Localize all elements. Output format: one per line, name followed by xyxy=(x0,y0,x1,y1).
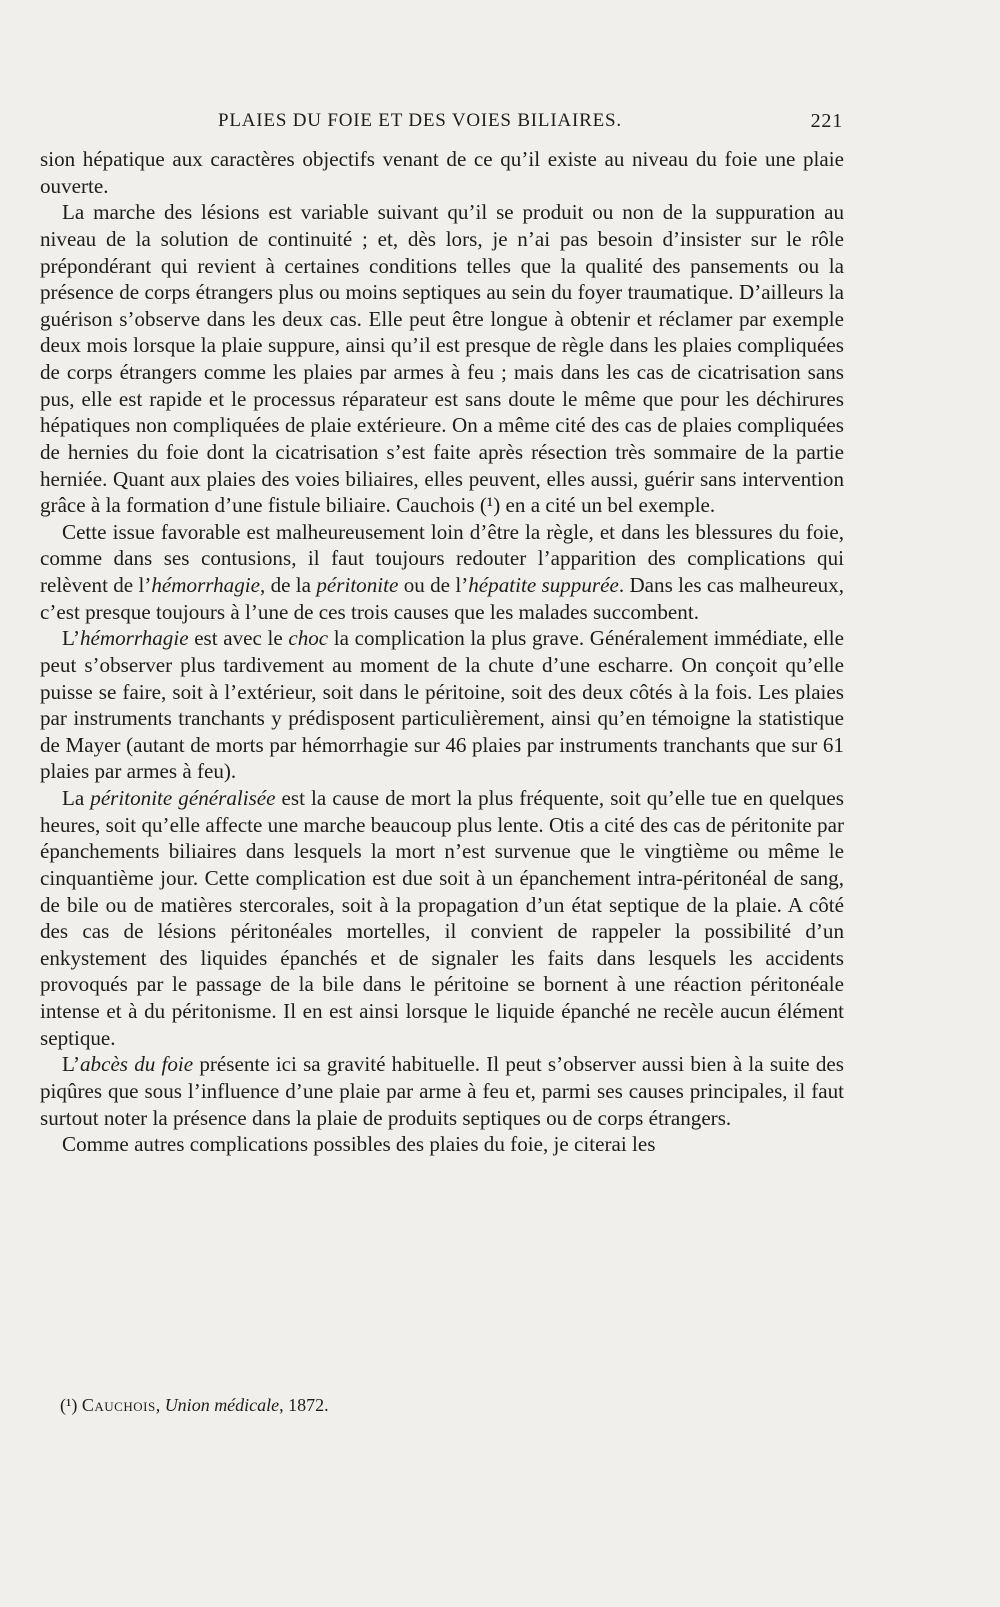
paragraph: Cette issue favorable est malheureusement loin d’être la règle, et dans les blessures du foie, comme dans ses contusions, il faut toujours redouter l’apparition des complications qui relèvent de l’hémorrhagie, de la péritonite ou de l’hépatite suppurée. Dans les cas malheureux, c’est presque toujours à l’une de ces trois causes que les malades succombent. xyxy=(40,519,844,624)
footnote: (¹) Cauchois, Union médicale, 1872. xyxy=(60,1395,329,1415)
paragraph: Comme autres complications possibles des plaies du foie, je citerai les xyxy=(62,1132,656,1157)
paragraph: La péritonite généralisée est la cause de mort la plus fréquente, soit qu’elle tue en quelques heures, soit qu’elle affecte une marche beaucoup plus lente. Otis a cité des cas de péritonite par épanchements biliaires dans lesquels la mort n’est survenue que le vingtième ou même le cinquantième jour. Cette complication est due soit à un épanchement intra-péritonéal de sang, de bile ou de matières stercorales, soit à la propagation d’un état septique de la plaie. A côté des cas de lésions péritonéales mortelles, il convient de rappeler la possibilité d’un enkystement des liquides épanchés et de signaler les faits dans lesquels les accidents provoqués par le passage de la bile dans le péritoine se bornent à une réaction péritonéale intense et à du péritonisme. Il en est ainsi lorsque le liquide épanché ne recèle aucun élément septique. xyxy=(40,786,844,1050)
running-title: PLAIES DU FOIE ET DES VOIES BILIAIRES. xyxy=(218,110,622,131)
body-text xyxy=(40,146,844,1158)
footnote-author: Cauchois xyxy=(81,1395,156,1415)
paragraph: sion hépatique aux caractères objectifs venant de ce qu’il existe au niveau du foie une plaie ouverte. xyxy=(40,147,844,198)
footnote-journal: Union médicale xyxy=(164,1395,280,1415)
paragraph: La marche des lésions est variable suivant qu’il se produit ou non de la suppuration au niveau de la solution de continuité ; et, dès lors, je n’ai pas besoin d’insister sur le rôle prépondérant qui revient à certaines conditions telles que la qualité des pansements ou la présence de corps étrangers plus ou moins septiques au sein du foyer traumatique. D’ailleurs la guérison s’observe dans les deux cas. Elle peut être longue à obtenir et réclamer par exemple deux mois lorsque la plaie suppure, ainsi qu’il est presque de règle dans les plaies compliquées de corps étrangers comme les plaies par armes à feu ; mais dans les cas de cicatrisation sans pus, elle est rapide et le processus réparateur est sans doute le même que pour les déchirures hépatiques non compliquées de plaie extérieure. On a même cité des cas de plaies compliquées de hernies du foie dont la cicatrisation s’est faite après résection très sommaire de la partie herniée. Quant aux plaies des voies biliaires, elles peuvent, elles aussi, guérir sans intervention grâce à la formation d’une fistule biliaire. Cauchois (¹) en a cité un bel exemple. xyxy=(40,200,844,518)
paragraph: L’hémorrhagie est avec le choc la complication la plus grave. Généralement immédiate, elle peut s’observer plus tardivement au moment de la chute d’une escharre. On conçoit qu’elle puisse se faire, soit à l’extérieur, soit dans le péritoine, soit des deux côtés à la fois. Les plaies par instruments tranchants y prédisposent particulièrement, ainsi qu’en témoigne la statistique de Mayer (autant de morts par hémorrhagie sur 46 plaies par instruments tranchants que sur 61 plaies par armes à feu). xyxy=(40,626,844,784)
paragraph: L’abcès du foie présente ici sa gravité habituelle. Il peut s’observer aussi bien à la suite des piqûres que sous l’influence d’une plaie par arme à feu et, parmi ses causes principales, il faut surtout noter la présence dans la plaie de produits septiques ou de corps étrangers. xyxy=(40,1052,844,1130)
page-header xyxy=(218,110,843,134)
page-number: 221 xyxy=(810,110,843,132)
